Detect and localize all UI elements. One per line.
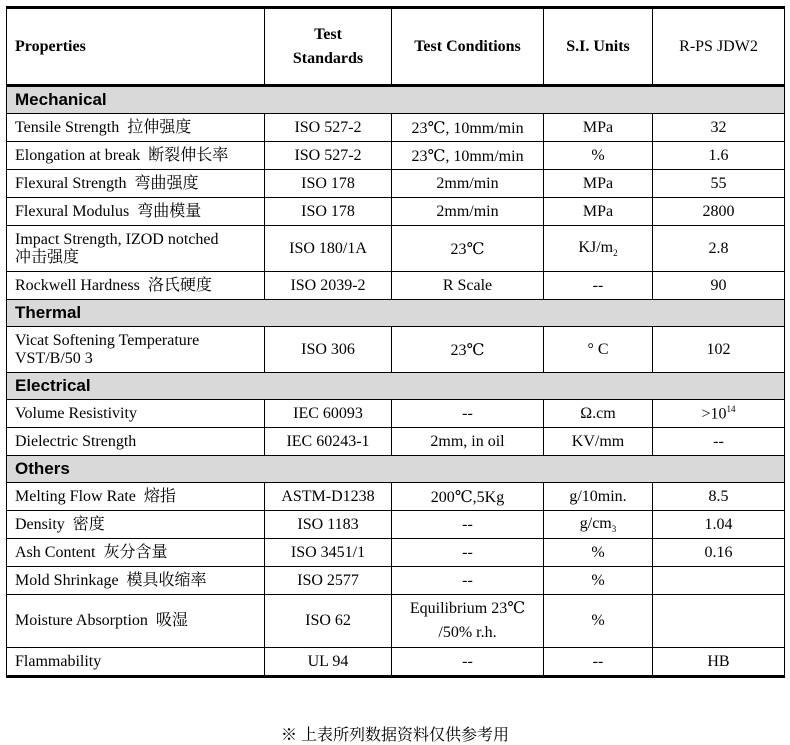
unit-cell: [544, 511, 653, 539]
property-cell: [7, 567, 265, 595]
property-cell: [7, 648, 265, 677]
table-row: [7, 198, 785, 226]
header-test-conditions: Test Conditions: [392, 8, 544, 86]
standard-cell: ISO 3451/1: [265, 539, 392, 567]
condition-cell: --: [392, 539, 544, 567]
property-name-cn: 弯曲模量: [137, 202, 202, 220]
standard-cell: ISO 2577: [265, 567, 392, 595]
value-cell: --: [653, 428, 785, 456]
section-mechanical: [7, 86, 785, 114]
condition-cell: 2mm/min: [392, 198, 544, 226]
condition-cell: R Scale: [392, 272, 544, 300]
table-row: [7, 142, 785, 170]
property-name-cn: 拉伸强度: [127, 118, 192, 136]
standard-cell: ISO 306: [265, 327, 392, 373]
property-cell: [7, 400, 265, 428]
table-row: [7, 567, 785, 595]
table-row: [7, 170, 785, 198]
section-title: Mechanical: [7, 86, 785, 114]
property-cell: [7, 142, 265, 170]
value-cell: 90: [653, 272, 785, 300]
standard-cell: ISO 527-2: [265, 142, 392, 170]
table-row: [7, 400, 785, 428]
property-name: Moisture Absorption: [15, 612, 148, 629]
condition-cell: 23℃: [392, 327, 544, 373]
condition-cell: --: [392, 567, 544, 595]
table-row: [7, 272, 785, 300]
unit-cell: g/10min.: [544, 483, 653, 511]
unit-cell: ° C: [544, 327, 653, 373]
value-cell: [653, 400, 785, 428]
condition-cell: 2mm, in oil: [392, 428, 544, 456]
property-name-cn: 吸湿: [155, 612, 188, 629]
property-name: Volume Resistivity: [15, 404, 137, 422]
property-name: Dielectric Strength: [15, 432, 137, 450]
unit-cell: MPa: [544, 114, 653, 142]
property-name: Impact Strength, IZOD notched: [15, 230, 219, 248]
property-cell: [7, 483, 265, 511]
property-name-cn: 熔指: [143, 487, 176, 505]
value-cell: 32: [653, 114, 785, 142]
section-title: Others: [7, 456, 785, 483]
unit-cell: KV/mm: [544, 428, 653, 456]
property-cell: [7, 114, 265, 142]
standard-cell: ISO 2039-2: [265, 272, 392, 300]
standard-cell: ISO 178: [265, 198, 392, 226]
unit-cell: %: [544, 539, 653, 567]
property-name: Flammability: [15, 652, 102, 670]
header-si-units: S.I. Units: [544, 8, 653, 86]
unit-cell: --: [544, 272, 653, 300]
condition-cell: 23℃: [392, 226, 544, 272]
value-cell: 2.8: [653, 226, 785, 272]
properties-table: [6, 6, 785, 678]
property-name-cn: 模具收缩率: [126, 571, 207, 589]
property-name: Vicat Softening Temperature: [15, 331, 200, 349]
unit-cell: %: [544, 595, 653, 648]
value-cell: 1.6: [653, 142, 785, 170]
condition-cell: 23℃, 10mm/min: [392, 142, 544, 170]
condition-line1: Equilibrium 23℃: [409, 600, 526, 617]
condition-cell: 2mm/min: [392, 170, 544, 198]
unit-subscript: 2: [613, 248, 618, 259]
value-cell: HB: [653, 648, 785, 677]
table-row: [7, 114, 785, 142]
unit-cell: --: [544, 648, 653, 677]
condition-cell: 23℃, 10mm/min: [392, 114, 544, 142]
standard-cell: ISO 1183: [265, 511, 392, 539]
property-name-cn: 洛氏硬度: [147, 276, 212, 294]
standard-cell: ISO 180/1A: [265, 226, 392, 272]
unit-cell: %: [544, 567, 653, 595]
section-electrical: [7, 373, 785, 400]
unit-base: g/cm: [579, 514, 612, 532]
property-name: Elongation at break: [15, 146, 141, 164]
property-cell: [7, 428, 265, 456]
condition-cell: 200℃,5Kg: [392, 483, 544, 511]
standard-cell: IEC 60093: [265, 400, 392, 428]
condition-cell: --: [392, 400, 544, 428]
condition-cell: --: [392, 511, 544, 539]
property-name: Mold Shrinkage: [15, 571, 119, 589]
value-cell: 55: [653, 170, 785, 198]
standard-cell: ISO 178: [265, 170, 392, 198]
property-name-cn: 断裂伸长率: [148, 146, 229, 164]
property-name-line2: VST/B/50 3: [15, 349, 93, 367]
value-cell: 8.5: [653, 483, 785, 511]
property-name-cn: 冲击强度: [15, 248, 80, 266]
property-name: Melting Flow Rate: [15, 487, 136, 505]
condition-cell: [392, 595, 544, 648]
table-row: [7, 539, 785, 567]
property-cell: [7, 272, 265, 300]
table-row: [7, 595, 785, 648]
value-cell: [653, 567, 785, 595]
unit-base: KJ/m: [578, 238, 614, 256]
standard-cell: ASTM-D1238: [265, 483, 392, 511]
table-row: [7, 483, 785, 511]
value-cell: 0.16: [653, 539, 785, 567]
table-row: [7, 226, 785, 272]
table-row: [7, 428, 785, 456]
table-row: [7, 648, 785, 677]
unit-cell: [544, 226, 653, 272]
section-others: [7, 456, 785, 483]
header-test-standards: [265, 8, 392, 86]
standard-cell: IEC 60243-1: [265, 428, 392, 456]
header-standards-line1: Test: [314, 25, 342, 43]
value-cell: 2800: [653, 198, 785, 226]
standard-cell: ISO 527-2: [265, 114, 392, 142]
condition-line2: /50% r.h.: [438, 624, 497, 641]
value-base: >10: [701, 405, 727, 423]
header-standards-line2: Standards: [292, 49, 364, 67]
header-properties: Properties: [7, 8, 265, 86]
value-cell: 102: [653, 327, 785, 373]
unit-cell: MPa: [544, 170, 653, 198]
property-name: Ash Content: [15, 543, 96, 561]
property-cell: [7, 595, 265, 648]
property-cell: [7, 198, 265, 226]
value-superscript: 14: [726, 403, 736, 414]
standard-cell: UL 94: [265, 648, 392, 677]
value-cell: [653, 595, 785, 648]
value-cell: 1.04: [653, 511, 785, 539]
footnote: ※ 上表所列数据资料仅供参考用: [280, 727, 509, 744]
property-name-cn: 弯曲强度: [134, 174, 199, 192]
unit-cell: Ω.cm: [544, 400, 653, 428]
property-name: Flexural Strength: [15, 174, 127, 192]
header-row: [7, 8, 785, 86]
unit-cell: %: [544, 142, 653, 170]
table-row: [7, 327, 785, 373]
property-name: Rockwell Hardness: [15, 276, 140, 294]
property-name-cn: 密度: [72, 515, 105, 533]
standard-cell: ISO 62: [265, 595, 392, 648]
section-thermal: [7, 300, 785, 327]
property-cell: [7, 226, 265, 272]
unit-cell: MPa: [544, 198, 653, 226]
condition-cell: --: [392, 648, 544, 677]
property-cell: [7, 170, 265, 198]
section-title: Thermal: [7, 300, 785, 327]
property-name: Flexural Modulus: [15, 202, 130, 220]
property-cell: [7, 327, 265, 373]
unit-subscript: 3: [611, 524, 617, 535]
table-row: [7, 511, 785, 539]
property-name-cn: 灰分含量: [103, 543, 168, 561]
property-name: Density: [15, 515, 65, 533]
property-name: Tensile Strength: [15, 118, 120, 136]
property-cell: [7, 539, 265, 567]
property-cell: [7, 511, 265, 539]
header-grade: R-PS JDW2: [653, 8, 785, 86]
section-title: Electrical: [7, 373, 785, 400]
